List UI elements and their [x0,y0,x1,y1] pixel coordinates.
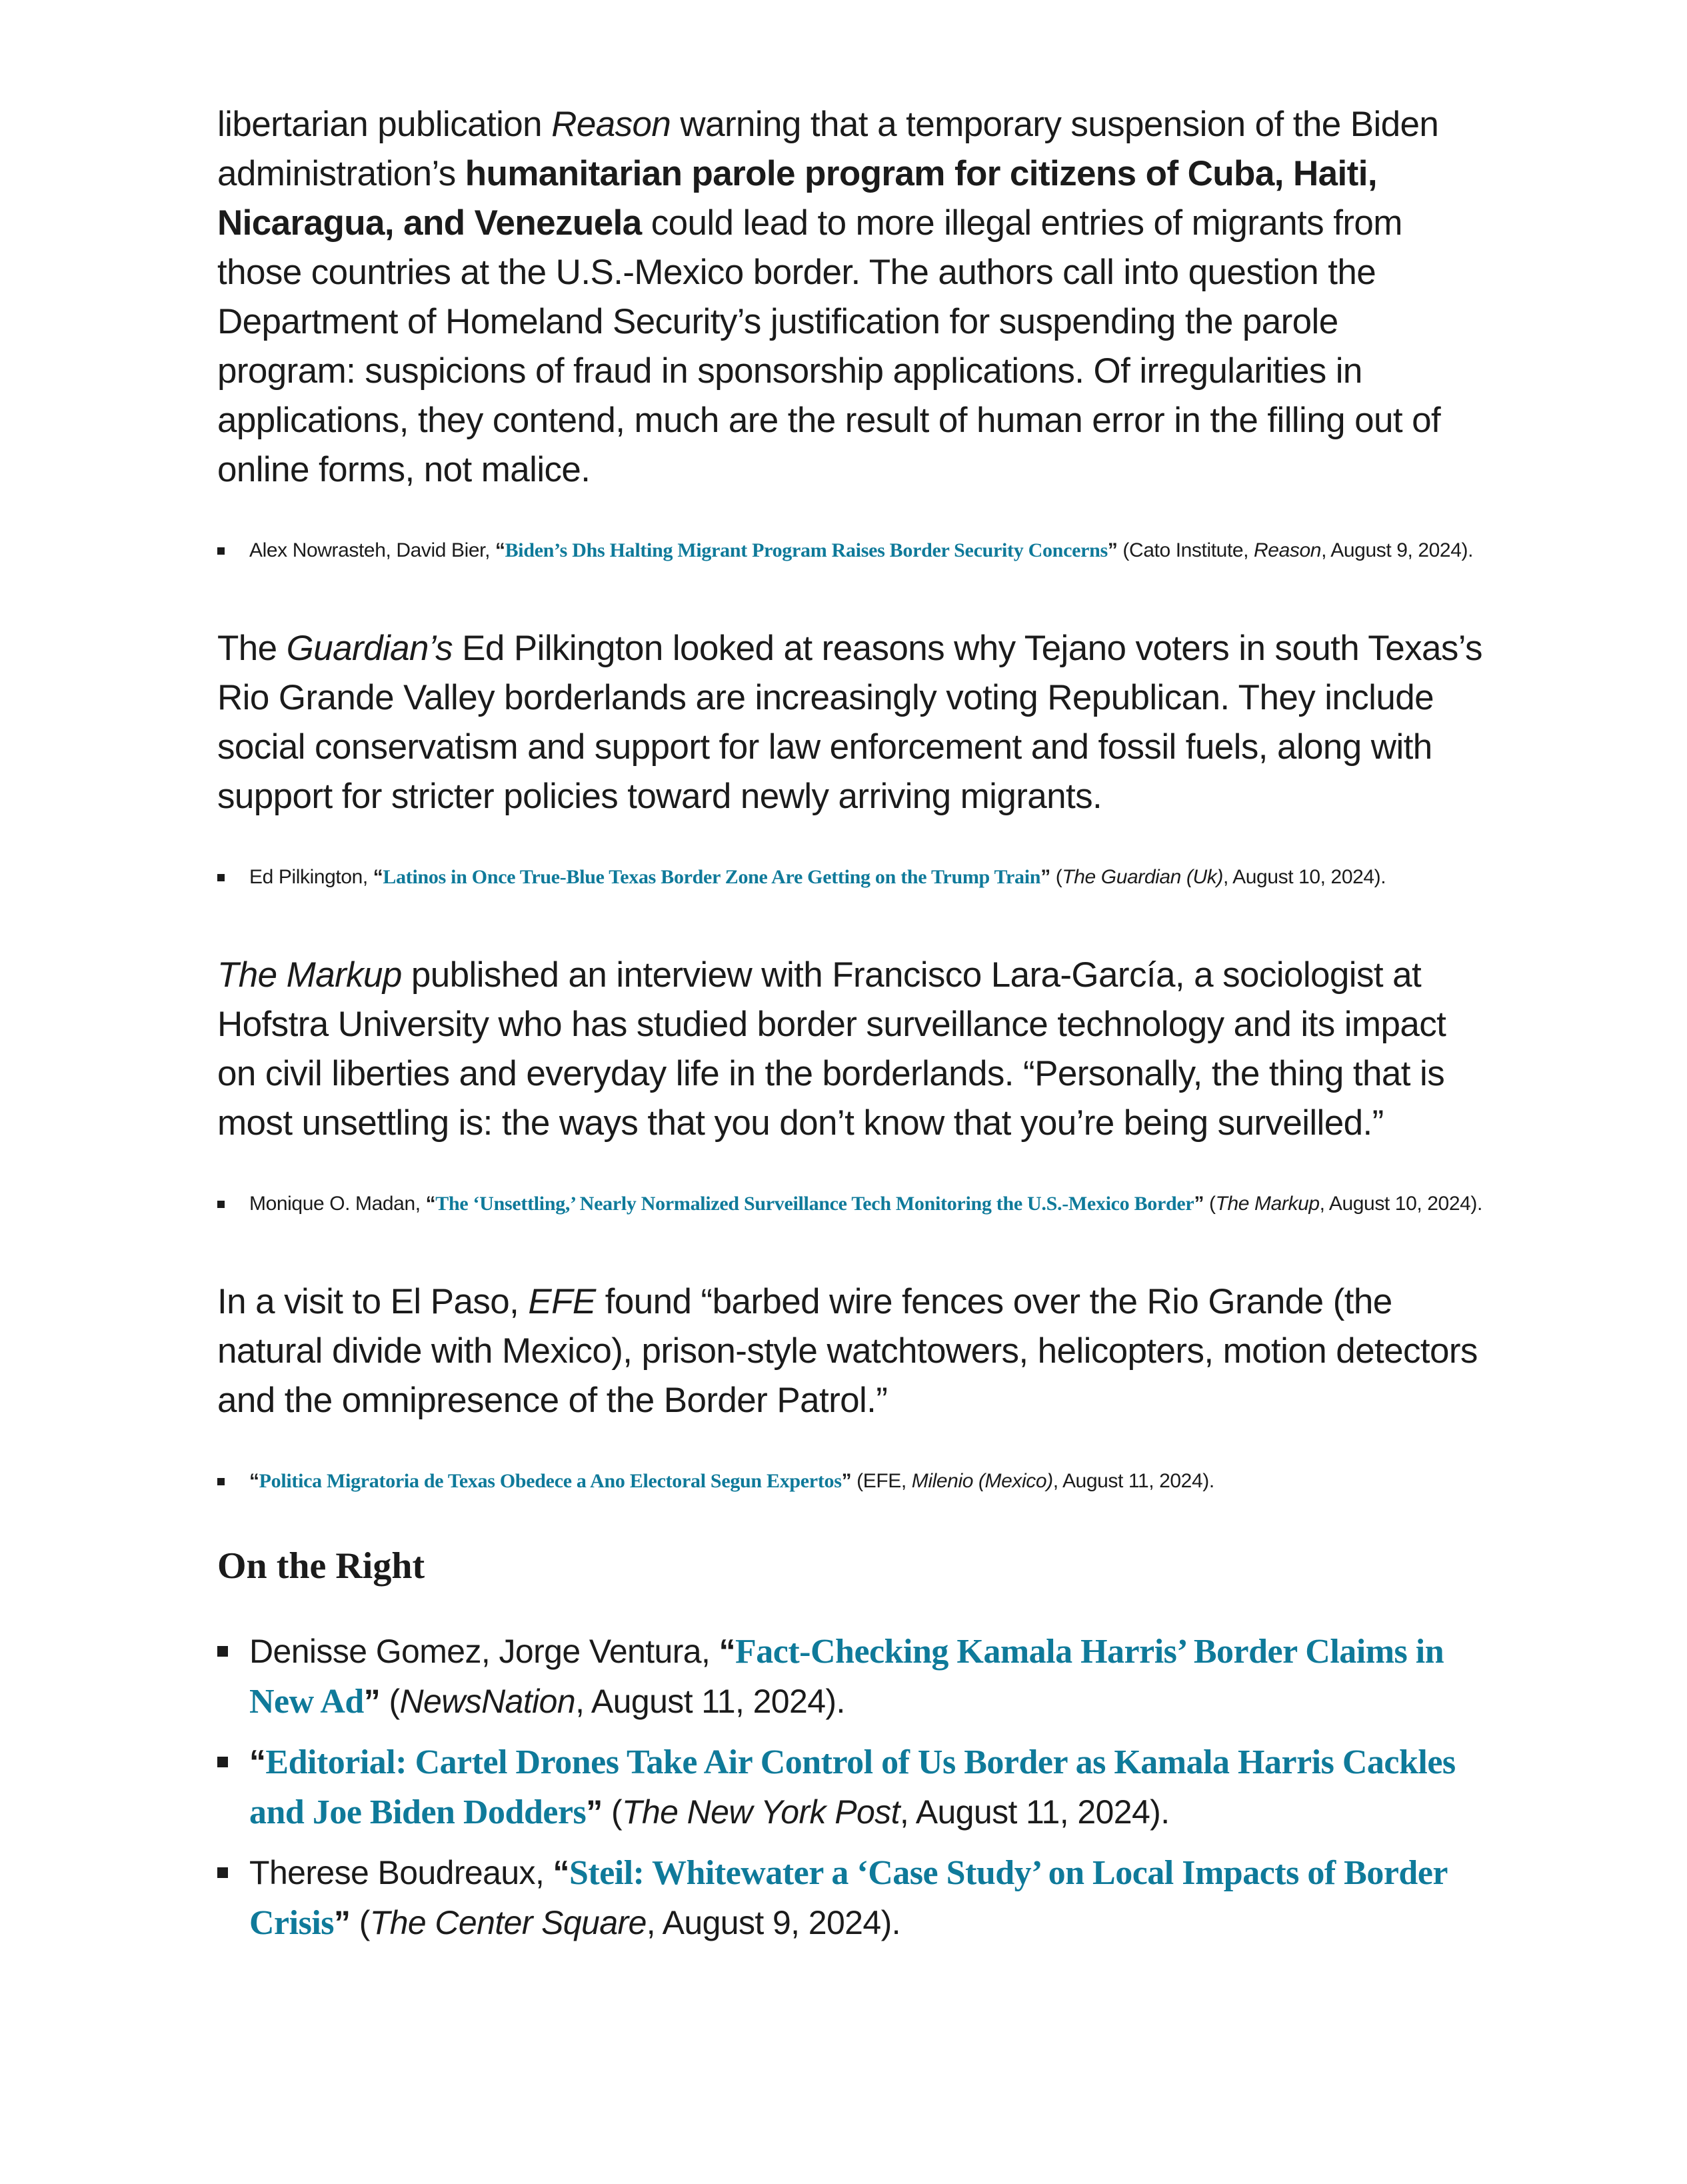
paragraph-reason [217,100,1484,495]
bullet-icon [217,874,225,881]
open-quote: “ [553,1854,569,1891]
citation-date: , August 11, 2024). [1052,1470,1214,1492]
citation-authors: Ed Pilkington, [249,866,373,888]
citation-publication: The Markup [1215,1193,1320,1215]
publication-name: EFE [528,1282,596,1321]
paragraph-text: The [217,629,287,668]
citation-date: , August 11, 2024). [575,1683,845,1720]
citation-date: , August 11, 2024). [899,1793,1170,1831]
close-quote: ” [363,1683,381,1720]
close-quote: ” [334,1904,351,1941]
paragraph-guardian [217,624,1484,821]
right-citation-item [217,1848,1484,1948]
citation-source: ( [380,1683,400,1720]
bullet-icon [217,547,225,555]
paragraph-text: In a visit to El Paso, [217,1282,529,1321]
citation-publication: Reason [1254,539,1322,561]
bullet-icon [217,1201,225,1208]
citation-item [217,536,1484,565]
citation-source: (Cato Institute, [1117,539,1254,561]
open-quote: “ [373,866,383,888]
citation-list [217,863,1484,892]
citation-date: , August 10, 2024). [1319,1193,1482,1215]
bold-phrase: humanitarian parole program for citizens of Cuba, Haiti, Nicaragua, and Venezuela [217,154,1377,243]
paragraph-markup [217,951,1484,1148]
citation-authors: Alex Nowrasteh, David Bier, [249,539,495,561]
right-citation-list [217,1627,1484,1948]
citation-list [217,1189,1484,1219]
citation-link[interactable]: Biden’s Dhs Halting Migrant Program Raises Border Security Concerns [505,539,1108,561]
citation-link[interactable]: Fact-Checking Kamala Harris’ Border Claims in New Ad [249,1633,1444,1721]
citation-date: , August 9, 2024). [1321,539,1474,561]
citation-link[interactable]: The ‘Unsettling,’ Nearly Normalized Surveillance Tech Monitoring the U.S.-Mexico Border [435,1193,1194,1215]
paragraph-text: libertarian publication [217,105,552,144]
citation-item [217,1189,1484,1219]
open-quote: “ [249,1470,259,1492]
citation-authors: Denisse Gomez, Jorge Ventura, [249,1633,719,1670]
publication-name: Reason [551,105,671,144]
bullet-icon [217,1867,228,1878]
bullet-icon [217,1478,225,1485]
citation-authors: Therese Boudreaux, [249,1854,553,1891]
paragraph-text: found “barbed wire fences over the Rio Grande (the natural divide with Mexico), prison-style watchtowers, helicopters, motion detectors and the omnipresence of the Border Patrol.” [217,1282,1478,1420]
citation-date: , August 9, 2024). [646,1904,900,1941]
citation-item [217,863,1484,892]
close-quote: ” [586,1793,603,1831]
citation-date: , August 10, 2024). [1222,866,1386,888]
citation-source: ( [350,1904,370,1941]
citation-link[interactable]: Politica Migratoria de Texas Obedece a Ano Electoral Segun Expertos [259,1470,842,1492]
paragraph-text: Ed Pilkington looked at reasons why Tejano voters in south Texas’s Rio Grande Valley borderlands are increasingly voting Republican. They include social conservatism and support for law enforcement and fossil fuels, along with support for stricter policies toward newly arriving migrants. [217,629,1482,816]
article-body [217,100,1484,1959]
citation-list [217,536,1484,565]
citation-publication: The Guardian (Uk) [1062,866,1223,888]
right-citation-item [217,1737,1484,1837]
paragraph-text: could lead to more illegal entries of migrants from those countries at the U.S.-Mexico border. The authors call into question the Department of Homeland Security’s justification for suspending the parole program: suspicions of fraud in sponsorship applications. Of irregularities in applications, they contend, much are the result of human error in the filling out of online forms, not malice. [217,203,1441,489]
open-quote: “ [495,539,505,561]
bullet-icon [217,1757,228,1767]
citation-publication: NewsNation [399,1683,576,1720]
open-quote: “ [719,1633,735,1670]
right-citation-item [217,1627,1484,1727]
paragraph-text: warning that a temporary suspension of the Biden administration’s [217,105,1439,193]
citation-source: ( [602,1793,623,1831]
close-quote: ” [1107,539,1118,561]
open-quote: “ [425,1193,436,1215]
close-quote: ” [1194,1193,1204,1215]
citation-authors: Monique O. Madan, [249,1193,426,1215]
citation-link[interactable]: Latinos in Once True-Blue Texas Border Zone Are Getting on the Trump Train [383,866,1041,888]
citation-source: ( [1050,866,1062,888]
section-heading: On the Right [217,1545,425,1587]
close-quote: ” [1040,866,1050,888]
citation-publication: The Center Square [369,1904,647,1941]
citation-publication: The New York Post [622,1793,900,1831]
publication-name: Guardian’s [286,629,453,668]
citation-list [217,1467,1484,1496]
citation-link[interactable]: Steil: Whitewater a ‘Case Study’ on Local Impacts of Border Crisis [249,1854,1448,1942]
citation-source: ( [1204,1193,1216,1215]
citation-item [217,1467,1484,1496]
paragraph-text: published an interview with Francisco Lara-García, a sociologist at Hofstra University who has studied border surveillance technology and its impact on civil liberties and everyday life in the borderlands. “Personally, the thing that is most unsettling is: the ways that you don’t know that you’re being surveilled.” [217,955,1446,1143]
open-quote: “ [249,1743,266,1781]
bullet-icon [217,1646,228,1657]
citation-publication: Milenio (Mexico) [911,1470,1053,1492]
citation-source: (EFE, [851,1470,912,1492]
close-quote: ” [841,1470,852,1492]
publication-name: The Markup [217,955,402,995]
citation-link[interactable]: Editorial: Cartel Drones Take Air Control of Us Border as Kamala Harris Cackles and Joe Biden Dodders [249,1743,1456,1831]
paragraph-efe [217,1277,1484,1425]
